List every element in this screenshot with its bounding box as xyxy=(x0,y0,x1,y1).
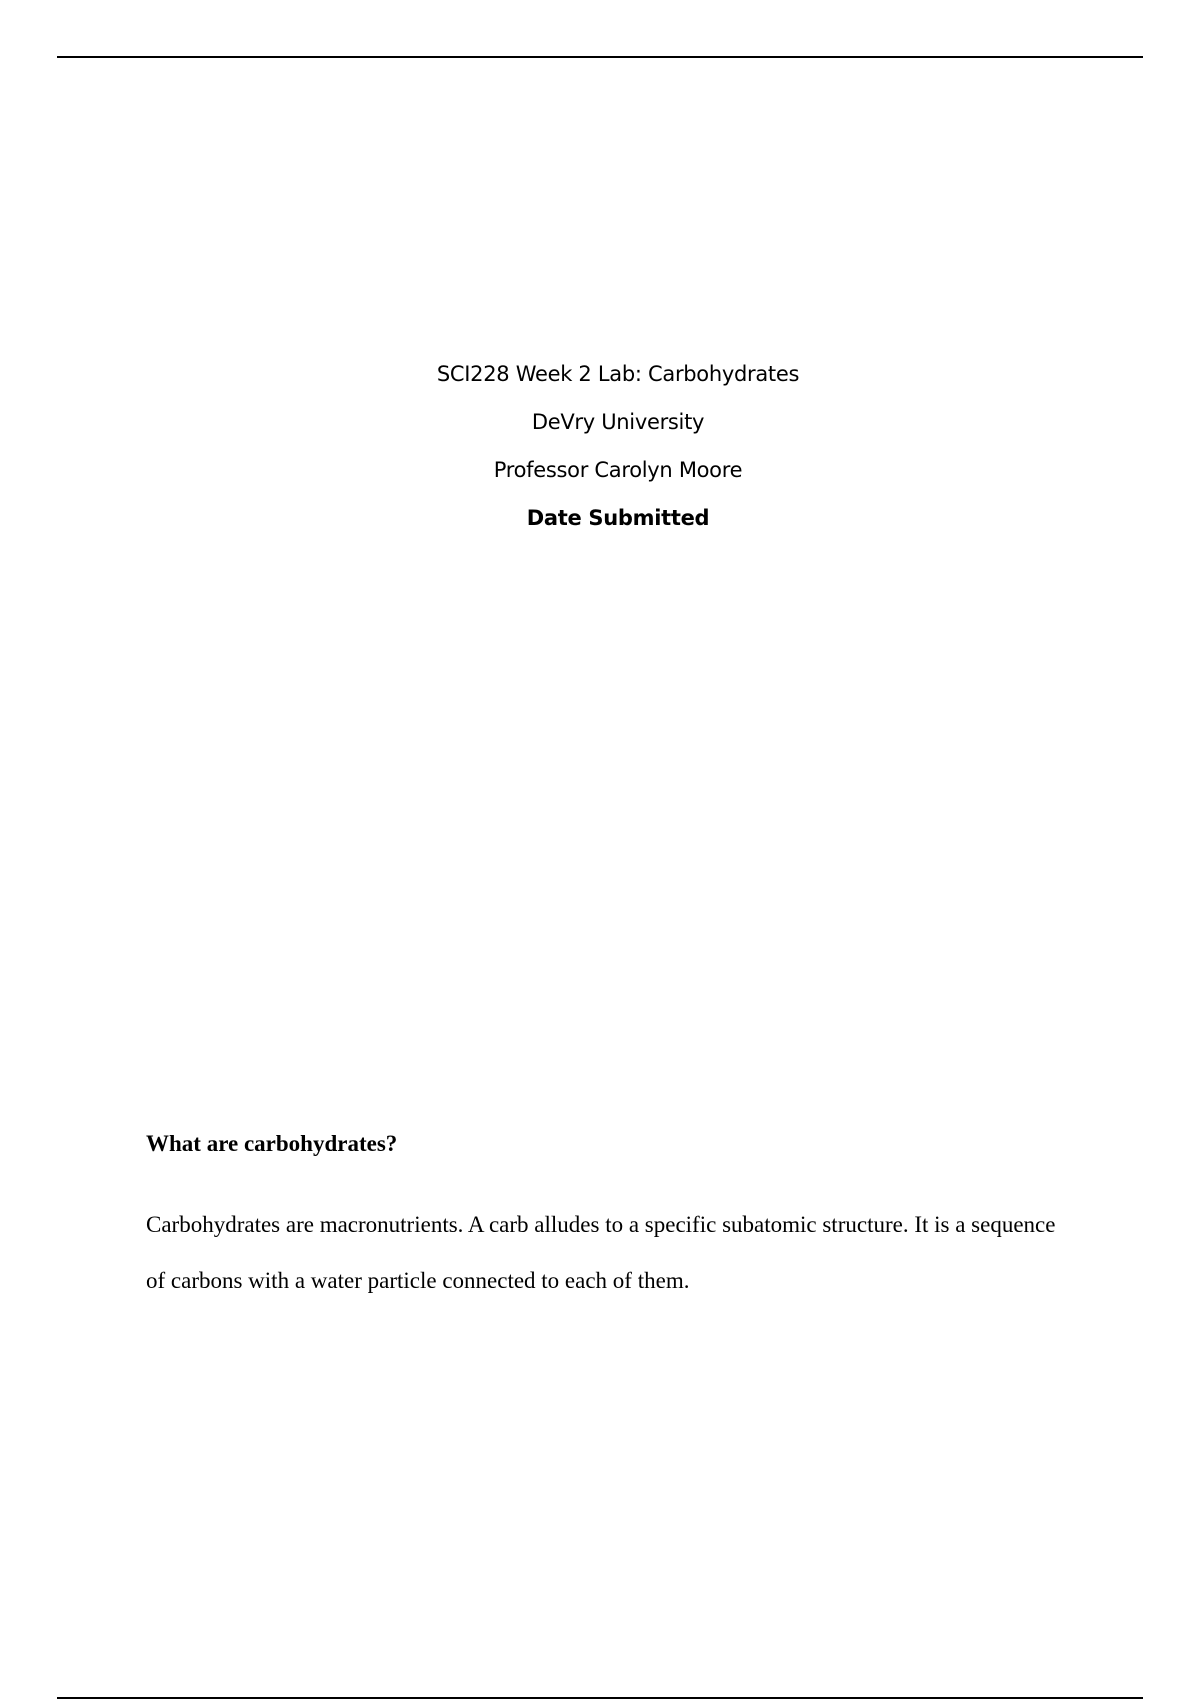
section-answer: Carbohydrates are macronutrients. A carb alludes to a specific subatomic structure. It is a sequence of carbons with a water particle connected to each of them. xyxy=(146,1212,1056,1293)
course-title: SCI228 Week 2 Lab: Carbohydrates xyxy=(436,362,800,386)
cover-title-block xyxy=(0,360,1200,544)
section-question: What are carbohydrates? xyxy=(146,1131,398,1156)
professor-name: Professor Carolyn Moore xyxy=(493,458,743,482)
date-submitted-label: Date Submitted xyxy=(526,506,710,530)
carbohydrates-section xyxy=(146,1128,1066,1309)
top-rule xyxy=(57,56,1143,58)
bottom-rule xyxy=(57,1697,1143,1699)
institution-name: DeVry University xyxy=(531,410,705,434)
